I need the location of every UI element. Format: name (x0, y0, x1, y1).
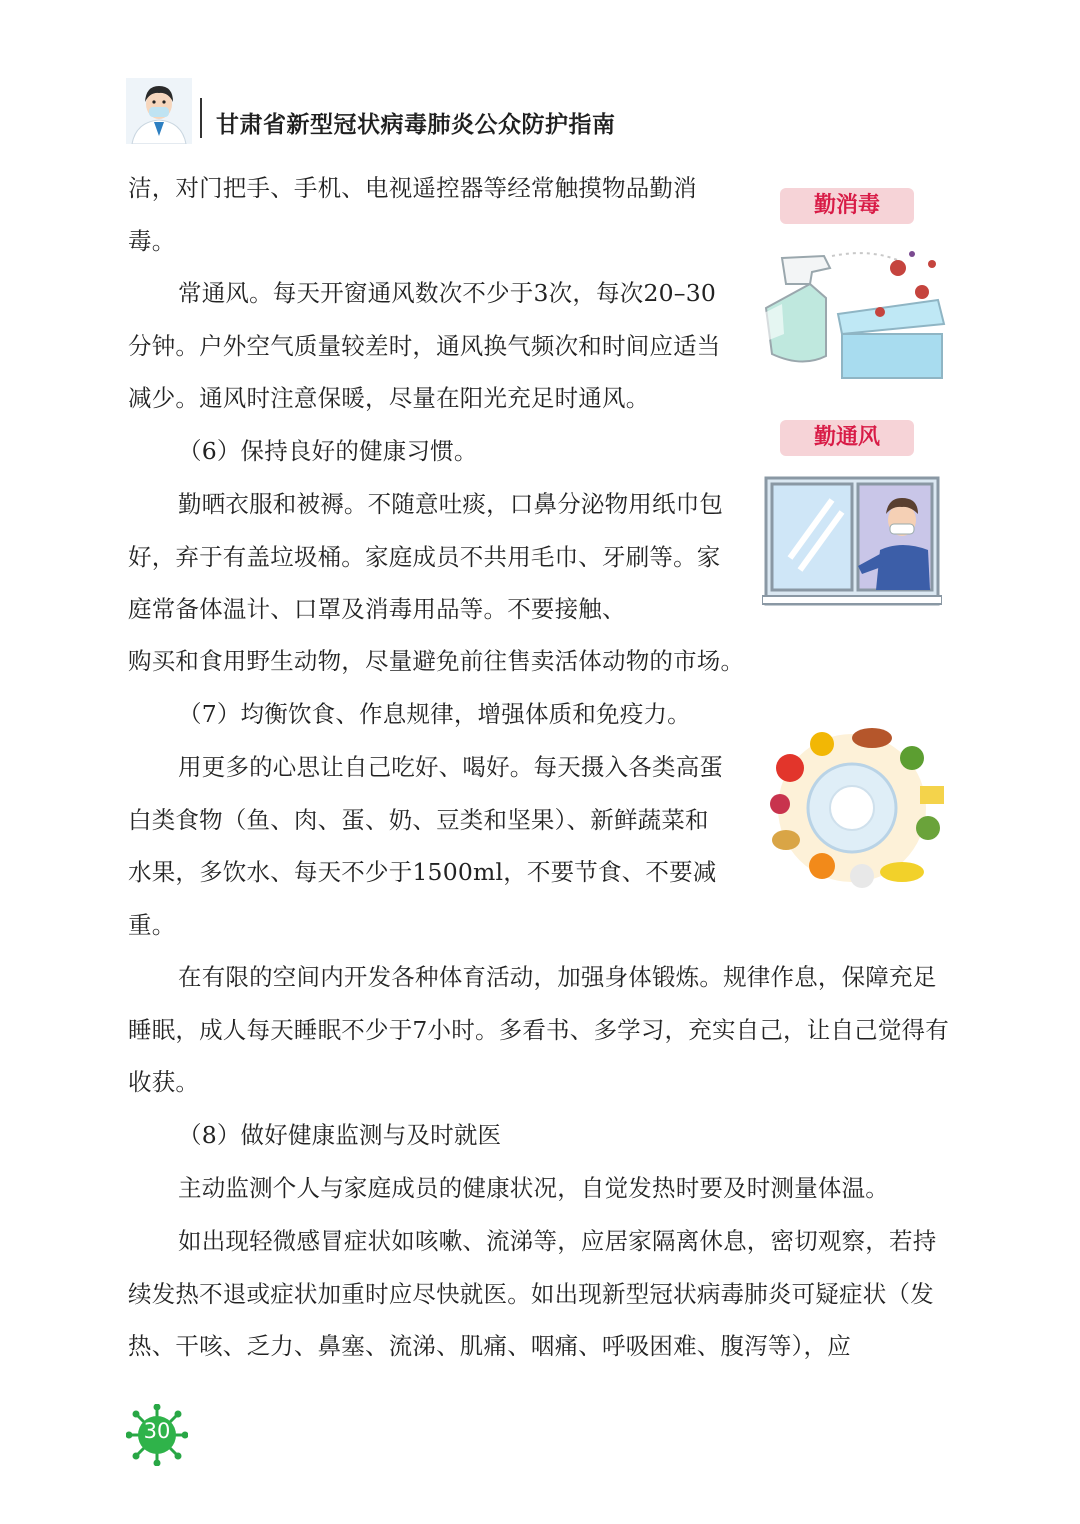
page-number: 30 (143, 1419, 171, 1443)
disinfect-label: 勤消毒 (780, 188, 914, 224)
paragraph-medical-care: 如出现轻微感冒症状如咳嗽、流涕等，应居家隔离休息，密切观察，若持续发热不退或症状加重时应尽快就医。如出现新型冠状病毒肺炎可疑症状（发热、干咳、乏力、鼻塞、流涕、肌痛、咽痛、呼吸困难、腹泻等），应 (128, 1227, 937, 1360)
page-header-title: 甘肃省新型冠状病毒肺炎公众防护指南 (216, 112, 616, 138)
open-window-icon (762, 474, 942, 608)
heading-health-monitoring: （8）做好健康监测与及时就医 (178, 1121, 502, 1149)
paragraph-monitoring: 主动监测个人与家庭成员的健康状况，自觉发热时要及时测量体温。 (178, 1174, 889, 1202)
disinfect-card (742, 168, 954, 408)
spray-bottle-icon (742, 238, 954, 388)
paragraph-health-habits-end: 购买和食用野生动物，尽量避免前往售卖活体动物的市场。 (128, 647, 745, 675)
food-nutrition-card (752, 716, 952, 896)
ventilate-label: 勤通风 (780, 420, 914, 456)
doctor-avatar-icon (126, 78, 192, 144)
heading-diet-rest: （7）均衡饮食、作息规律，增强体质和免疫力。 (178, 700, 691, 728)
paragraph-health-habits: 勤晒衣服和被褥。不随意吐痰，口鼻分泌物用纸巾包好，弃于有盖垃圾桶。家庭成员不共用毛巾、牙刷等。家庭常备体温计、口罩及消毒用品等。不要接触、 (128, 490, 724, 623)
paragraph-ventilation: 常通风。每天开窗通风数次不少于3次，每次20–30分钟。户外空气质量较差时，通风换气频次和时间应适当减少。通风时注意保暖，尽量在阳光充足时通风。 (128, 279, 721, 412)
header-divider (200, 98, 202, 138)
paragraph-diet: 用更多的心思让自己吃好、喝好。每天摄入各类高蛋白类食物（鱼、肉、蛋、奶、豆类和坚果）、新鲜蔬菜和水果，多饮水、每天不少于1500ml，不要节食、不要减重。 (128, 753, 724, 939)
ventilate-card (742, 412, 954, 622)
food-wheel-icon (752, 716, 952, 896)
heading-health-habits: （6）保持良好的健康习惯。 (178, 437, 478, 465)
paragraph-disinfect-tail: 洁，对门把手、手机、电视遥控器等经常触摸物品勤消毒。 (128, 174, 697, 255)
paragraph-exercise-sleep: 在有限的空间内开发各种体育活动，加强身体锻炼。规律作息，保障充足睡眠，成人每天睡眠不少于7小时。多看书、多学习，充实自己，让自己觉得有收获。 (128, 963, 949, 1096)
page-header (126, 78, 826, 148)
